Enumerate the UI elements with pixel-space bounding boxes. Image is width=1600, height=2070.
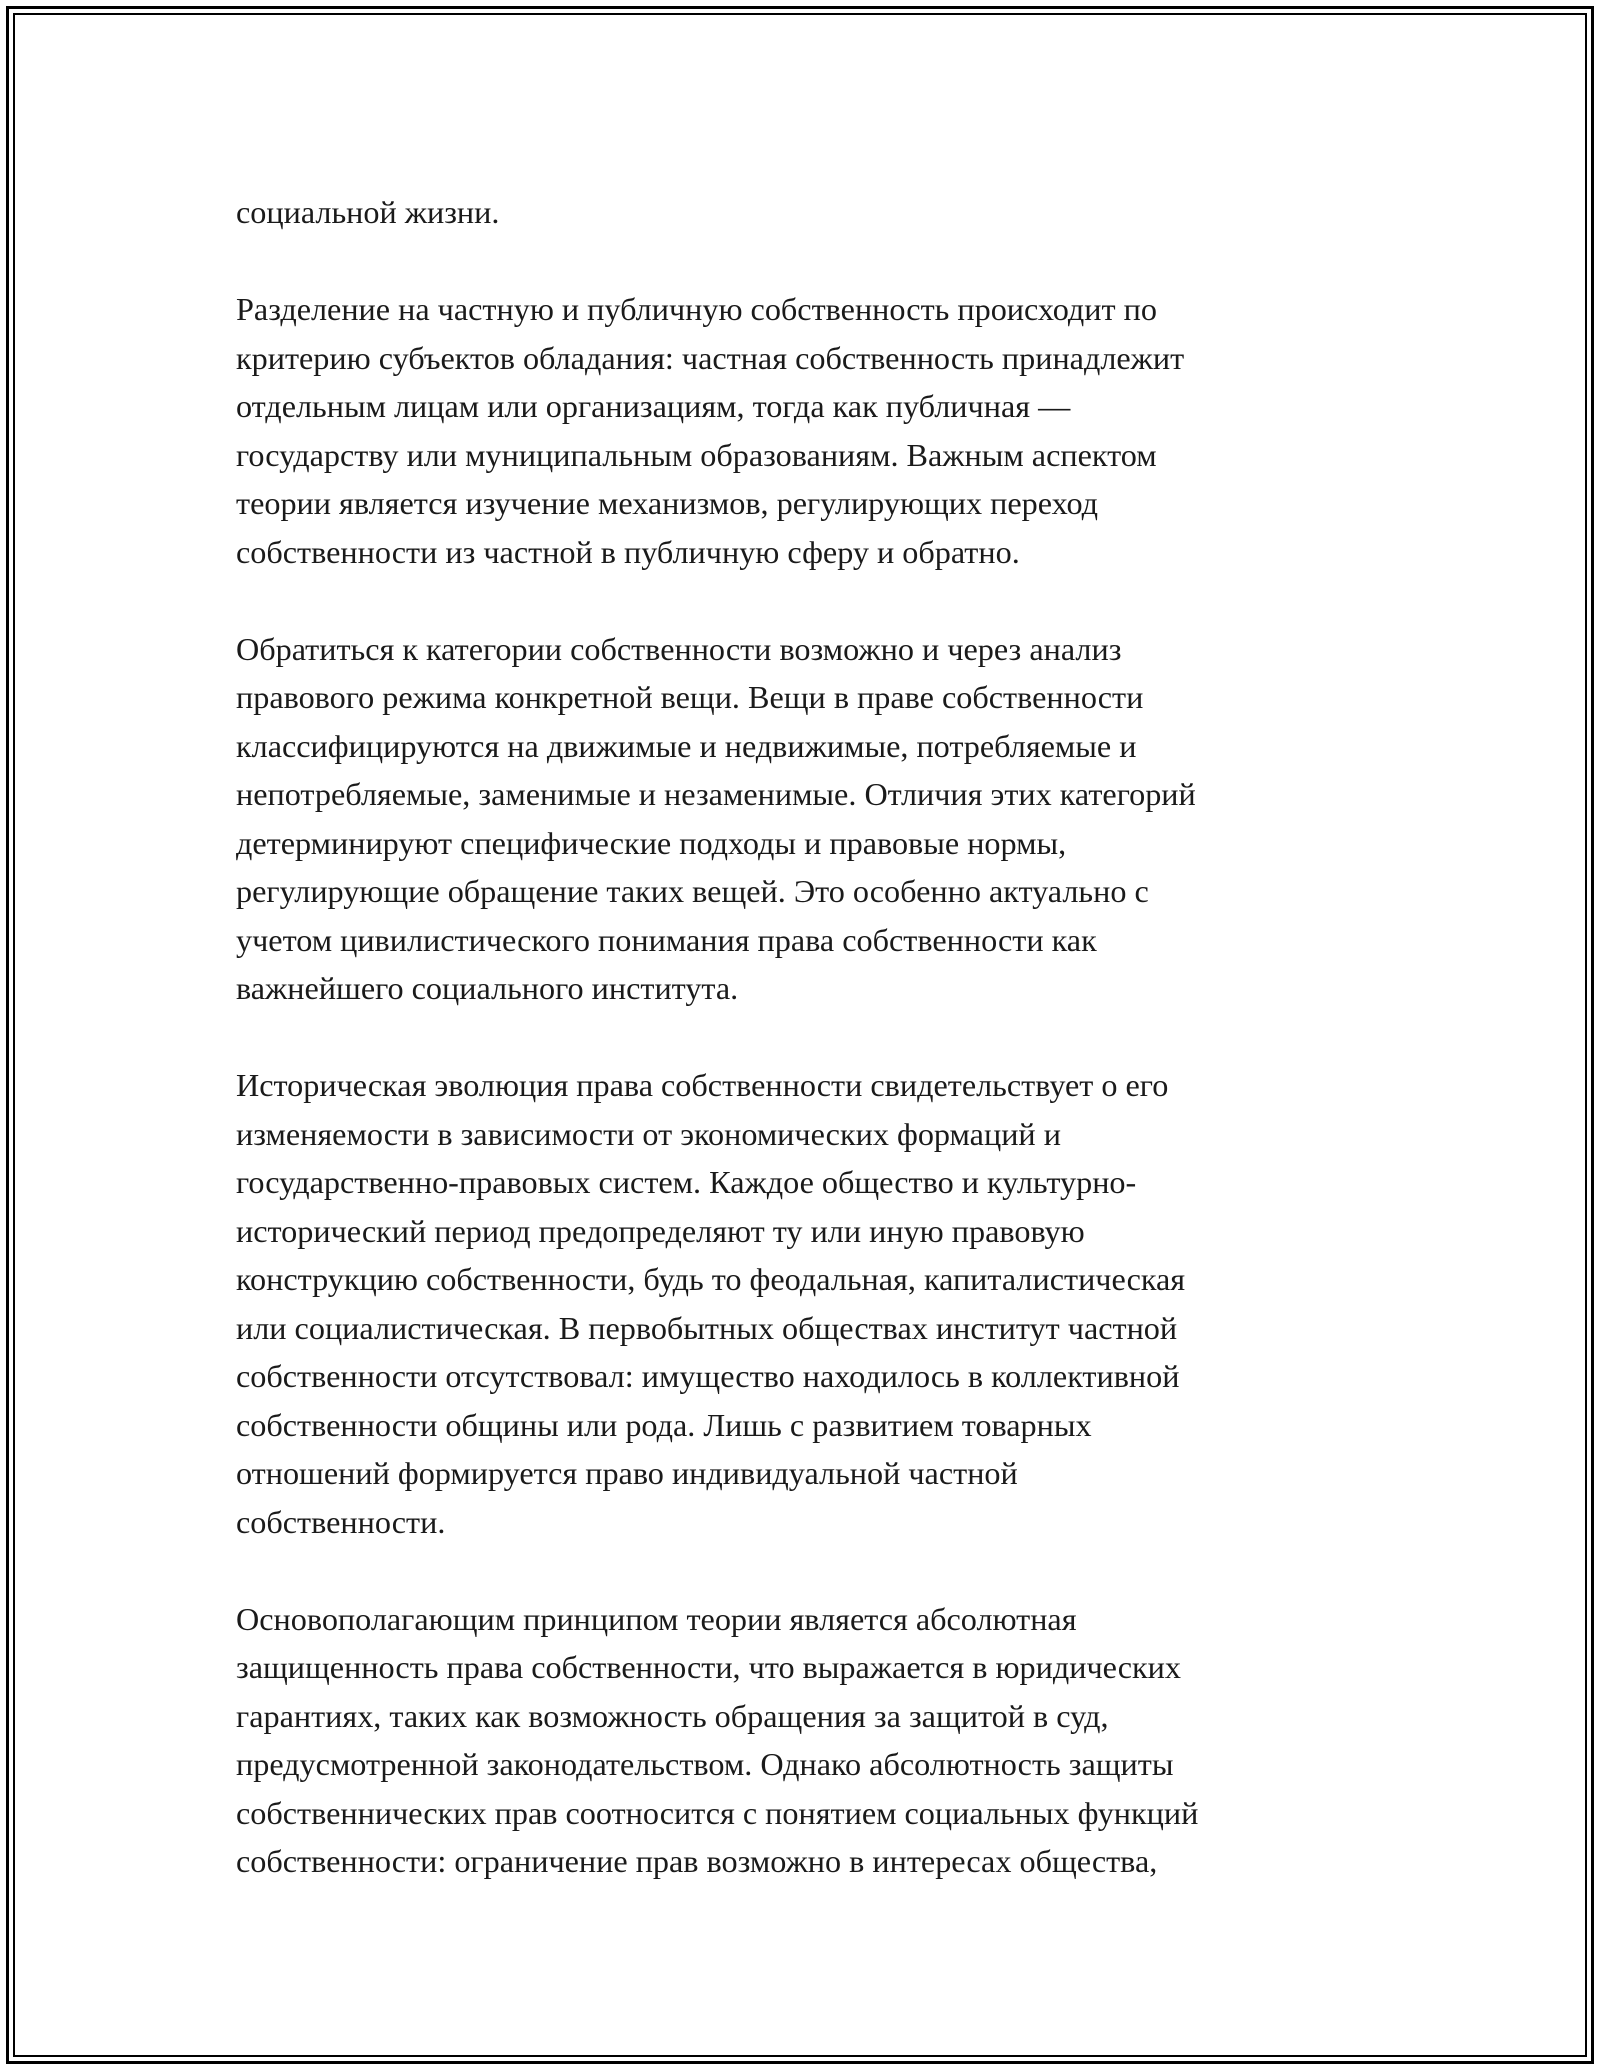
text-line: Обратиться к категории собственности возможно и через анализ <box>236 630 1122 667</box>
document-body <box>236 188 1346 1886</box>
text-line: собственности отсутствовал: имущество находилось в коллективной <box>236 1358 1180 1394</box>
text-line: собственности: ограничение прав возможно в интересах общества, <box>236 1843 1158 1879</box>
text-line: регулирующие обращение таких вещей. Это особенно актуально с <box>236 873 1149 909</box>
text-line: учетом цивилистического понимания права собственности как <box>236 921 1097 958</box>
paragraph-gap <box>236 1546 1346 1595</box>
text-line: отношений формируется право индивидуальной частной <box>236 1455 1018 1491</box>
text-line: конструкцию собственности, будь то феодальная, капиталистическая <box>236 1261 1186 1297</box>
text-line: защищенность права собственности, что выражается в юридических <box>236 1649 1181 1685</box>
paragraph <box>236 625 1346 1013</box>
text-line: Историческая эволюция права собственности свидетельствует о его <box>236 1067 1169 1103</box>
text-line: важнейшего социального института. <box>236 970 739 1006</box>
text-line: собственнических прав соотносится с понятием социальных функций <box>236 1794 1199 1831</box>
text-line: собственности из частной в публичную сферу и обратно. <box>236 533 1020 570</box>
text-line: критерию субъектов обладания: частная собственность принадлежит <box>236 339 1185 376</box>
text-line: классифицируются на движимые и недвижимые, потребляемые и <box>236 727 1137 764</box>
paragraph-gap <box>236 1013 1346 1062</box>
text-line: собственности. <box>236 1503 446 1540</box>
text-line: детерминируют специфические подходы и правовые нормы, <box>236 824 1067 861</box>
text-line: государству или муниципальным образованиям. Важным аспектом <box>236 436 1157 473</box>
text-line: отдельным лицам или организациям, тогда как публичная — <box>236 388 1071 424</box>
text-line: непотребляемые, заменимые и незаменимые. Отличия этих категорий <box>236 776 1196 812</box>
paragraph-gap <box>236 237 1346 286</box>
text-line: государственно-правовых систем. Каждое общество и культурно- <box>236 1164 1137 1200</box>
text-line: гарантиях, таких как возможность обращения за защитой в суд, <box>236 1697 1109 1734</box>
paragraph-gap <box>236 576 1346 625</box>
text-line: или социалистическая. В первобытных обществах институт частной <box>236 1309 1178 1346</box>
paragraph <box>236 1061 1346 1546</box>
paragraph <box>236 285 1346 576</box>
text-line: Основополагающим принципом теории является абсолютная <box>236 1600 1077 1637</box>
text-line: предусмотренной законодательством. Однако абсолютность защиты <box>236 1746 1174 1782</box>
text-line: Разделение на частную и публичную собственность происходит по <box>236 291 1157 327</box>
paragraph <box>236 1595 1346 1886</box>
paragraph <box>236 188 1346 237</box>
text-line: собственности общины или рода. Лишь с развитием товарных <box>236 1406 1092 1443</box>
text-line: правового режима конкретной вещи. Вещи в праве собственности <box>236 679 1144 715</box>
text-line: теории является изучение механизмов, регулирующих переход <box>236 485 1099 521</box>
text-line: исторический период предопределяют ту или иную правовую <box>236 1212 1085 1249</box>
text-line: изменяемости в зависимости от экономических формаций и <box>236 1115 1061 1152</box>
text-line: социальной жизни. <box>236 194 500 230</box>
